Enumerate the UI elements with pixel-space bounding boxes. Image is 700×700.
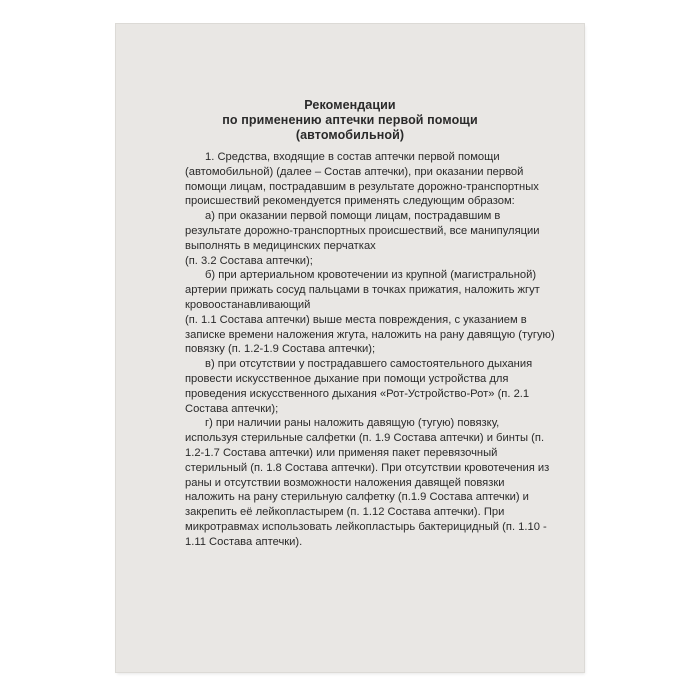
document-page [116,24,584,672]
document-title [156,98,544,143]
paragraph-1: 1. Средства, входящие в состав аптечки первой помощи (автомобильной) (далее – Состав аптечки), при оказании первой помощи лицам, пострадавшим в результате дорожно-транспортных происшествий рекомендуется применять следующим образом: [185,151,539,208]
title-line-2: по применению аптечки первой помощи [222,113,478,127]
paragraph-d: г) при наличии раны наложить давящую (тугую) повязку, используя стерильные салфетки (п. 1.9 Состава аптечки) и бинты (п. 1.2-1.7 Состава аптечки) или применяя пакет перевязочный стерильный (п. 1.8 Состава аптечки). При отсутствии кровотечения из раны и отсутствии возможности наложения давящей повязки наложить на рану стерильную салфетку (п.1.9 Состава аптечки) и закрепить её лейкопластырем (п. 1.12 Состава аптечки). При микротравмах использовать лейкопластырь бактерицидный (п. 1.10 - 1.11 Состава аптечки). [185,417,550,548]
title-line-3: (автомобильной) [295,128,405,142]
document-body [185,150,555,550]
paragraph-a-reference: (п. 3.2 Состава аптечки); [185,254,313,267]
title-line-1: Рекомендации [304,98,396,112]
paragraph-b: б) при артериальном кровотечении из крупной (магистральной) артерии прижать сосуд пальцами в точках прижатия, наложить жгут кровоостанавливающий [185,269,540,311]
paragraph-b-continued: (п. 1.1 Состава аптечки) выше места повреждения, с указанием в записке времени наложения жгута, наложить на рану давящую (тугую) повязку (п. 1.2-1.9 Состава аптечки); [185,313,555,356]
paragraph-c: в) при отсутствии у пострадавшего самостоятельного дыхания провести искусственное дыхание при помощи устройства для проведения искусственного дыхания «Рот-Устройство-Рот» (п. 2.1 Состава аптечки); [185,358,533,415]
paragraph-a: а) при оказании первой помощи лицам, пострадавшим в результате дорожно-транспортных происшествий, все манипуляции выполнять в медицинских перчатках [185,210,540,252]
